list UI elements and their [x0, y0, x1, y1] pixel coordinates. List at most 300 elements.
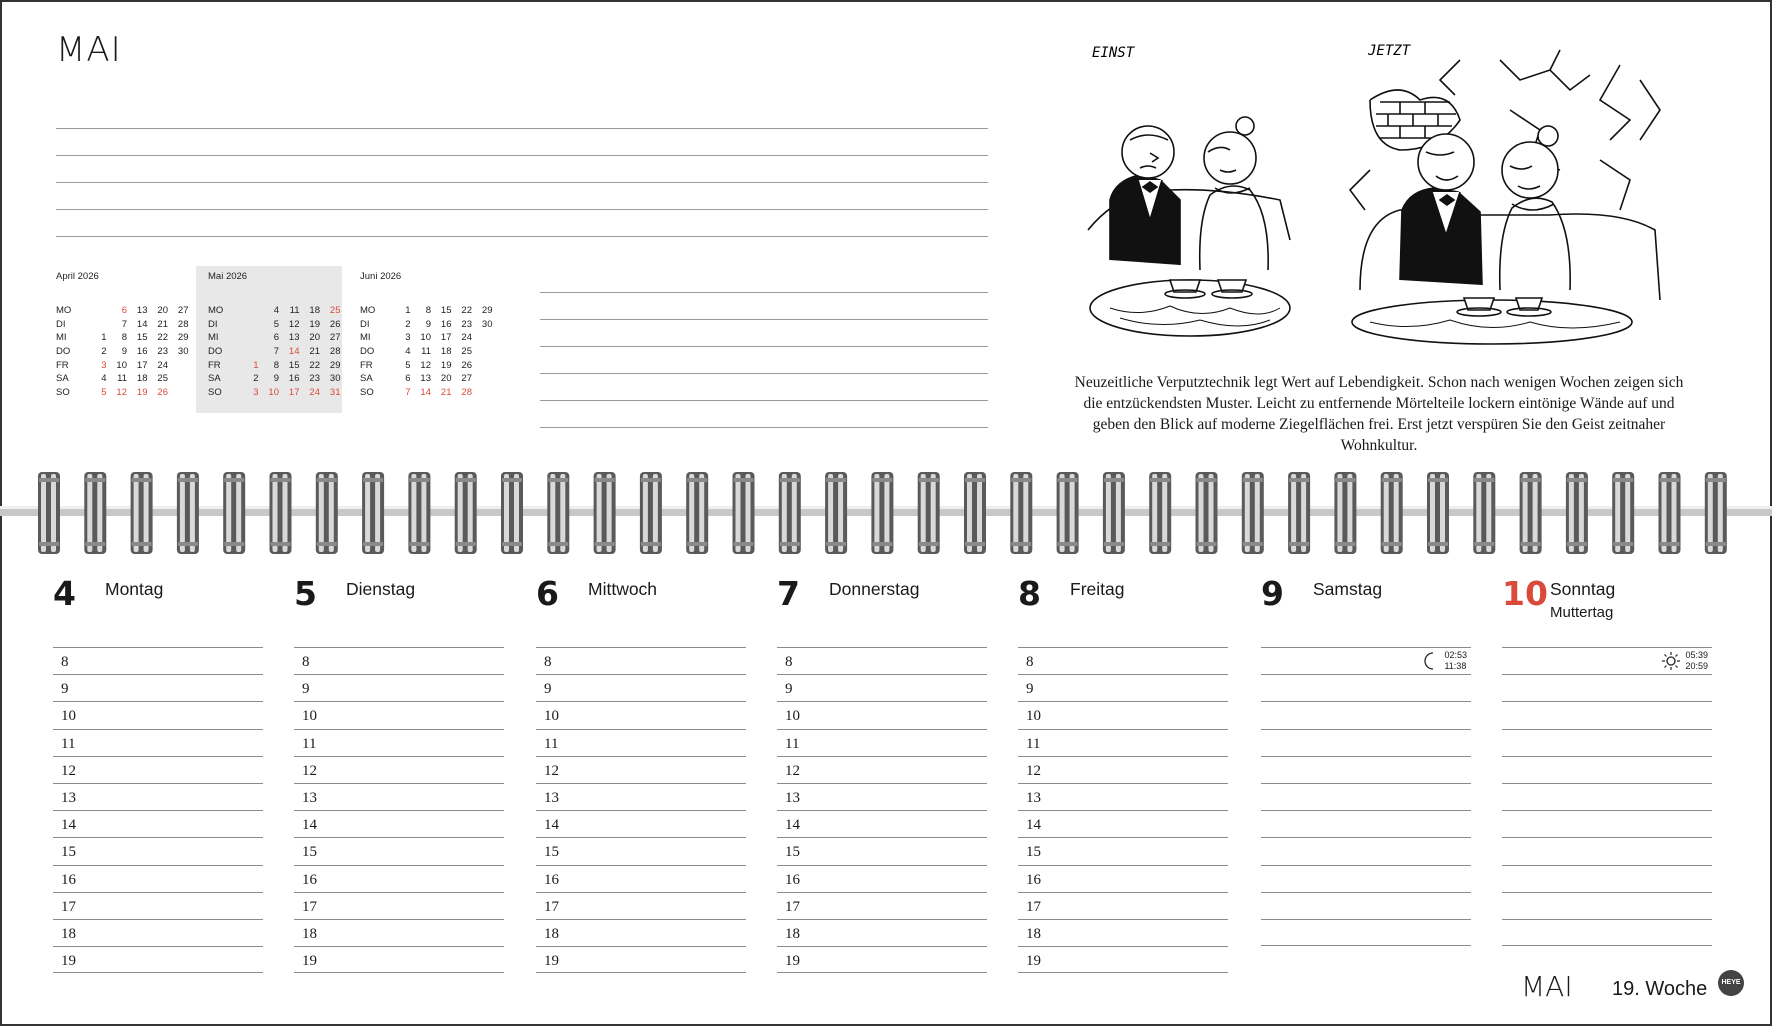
spiral-ring: [1057, 472, 1079, 554]
notes-area[interactable]: [56, 102, 988, 237]
hour-label: 11: [544, 735, 559, 752]
spiral-ring: [640, 472, 662, 554]
time-slot[interactable]: [294, 701, 504, 728]
sun-icon: [1661, 651, 1681, 671]
time-slot[interactable]: [1018, 729, 1228, 756]
time-slot[interactable]: [294, 810, 504, 837]
time-slot[interactable]: [536, 810, 746, 837]
hour-label: 13: [544, 789, 559, 806]
time-slot[interactable]: [1502, 865, 1712, 892]
time-slot[interactable]: [294, 729, 504, 756]
time-slot[interactable]: [53, 674, 263, 701]
calendar-day: [168, 386, 189, 400]
time-slot[interactable]: [53, 837, 263, 864]
calendar-day: 29: [329, 359, 341, 371]
calendar-day: 15: [440, 305, 452, 317]
astro-time-2: 20:59: [1685, 661, 1708, 671]
time-slot[interactable]: [53, 892, 263, 919]
cartoon-label-einst: EINST: [1092, 45, 1135, 61]
day-number: 9: [1261, 574, 1284, 613]
calendar-day: 14: [288, 346, 300, 358]
calendar-day: 24: [461, 332, 472, 344]
calendar-day: 26: [461, 359, 472, 371]
weekday-label: SO: [208, 386, 222, 398]
mini-calendar-title: April 2026: [56, 271, 99, 282]
calendar-day: 5: [273, 318, 279, 330]
time-slot[interactable]: [1261, 892, 1471, 919]
spiral-ring: [84, 472, 106, 554]
calendar-day: 18: [136, 373, 148, 385]
spiral-ring: [779, 472, 801, 554]
hour-label: 19: [302, 953, 317, 970]
hour-label: 18: [544, 925, 559, 942]
calendar-day: [238, 331, 259, 345]
page-title: MAI: [56, 30, 122, 70]
time-slot[interactable]: [777, 701, 987, 728]
time-slot[interactable]: [777, 919, 987, 946]
calendar-day: [472, 345, 493, 359]
calendar-day: 10: [116, 359, 127, 371]
day-name: Samstag: [1313, 579, 1383, 599]
time-slot[interactable]: [536, 674, 746, 701]
cartoon-caption: Neuzeitliche Verputztechnik legt Wert auf Lebendigkeit. Schon nach wenigen Wochen zeigen sich die entzückendsten Muster. Leicht zu entfernende Mörtelteile lockern eintönige Wände auf und geben den Blick auf moderne Ziegelflächen frei. Erst jetzt verspüren Sie den Geist zeitnaher Wohnkultur.: [1074, 374, 1684, 454]
hour-label: 13: [1026, 789, 1041, 806]
weekday-label: MO: [56, 305, 72, 317]
calendar-day: 25: [157, 373, 168, 385]
day-number: 7: [777, 574, 800, 613]
sun-times: [1661, 650, 1708, 672]
calendar-day: 1: [101, 332, 107, 344]
time-slot[interactable]: [53, 919, 263, 946]
hour-label: 13: [785, 789, 800, 806]
hour-label: 12: [544, 762, 559, 779]
time-slot[interactable]: [53, 756, 263, 783]
day-name: Mittwoch: [588, 579, 658, 599]
time-slot[interactable]: [294, 892, 504, 919]
calendar-day: 18: [440, 346, 452, 358]
calendar-day: 24: [157, 359, 168, 371]
time-slot[interactable]: [294, 865, 504, 892]
spiral-ring: [316, 472, 338, 554]
time-slot[interactable]: [53, 946, 263, 973]
time-slot[interactable]: [777, 756, 987, 783]
time-slot[interactable]: [53, 729, 263, 756]
calendar-day: 2: [405, 318, 411, 330]
calendar-day: 7: [121, 318, 127, 330]
hour-label: 11: [785, 735, 800, 752]
time-slot[interactable]: [1261, 674, 1471, 701]
time-slot[interactable]: [1018, 946, 1228, 973]
spiral-ring: [686, 472, 708, 554]
calendar-day: 28: [177, 318, 189, 330]
spiral-ring: [1010, 472, 1032, 554]
spiral-ring: [1705, 472, 1727, 554]
time-slot[interactable]: [53, 865, 263, 892]
spiral-ring: [1288, 472, 1310, 554]
calendar-day: 3: [253, 386, 259, 398]
time-slot[interactable]: [53, 701, 263, 728]
time-slot[interactable]: [777, 729, 987, 756]
calendar-day: 16: [440, 318, 452, 330]
calendar-day: 22: [157, 332, 168, 344]
spiral-binding: [0, 470, 1772, 556]
time-slot[interactable]: [294, 647, 504, 674]
footer-week: 19. Woche: [1612, 978, 1708, 1000]
calendar-day: 3: [101, 359, 107, 371]
mini-calendar-april: [56, 266, 202, 413]
hour-label: 18: [302, 925, 317, 942]
calendar-day: 23: [309, 373, 320, 385]
time-slot[interactable]: [1261, 865, 1471, 892]
time-slot[interactable]: [1018, 865, 1228, 892]
time-slot[interactable]: [777, 647, 987, 674]
calendar-day: [472, 358, 493, 372]
time-slot[interactable]: [536, 783, 746, 810]
calendar-day: 9: [273, 373, 279, 385]
cartoon-panel-einst: [1088, 117, 1290, 336]
weekday-label: DO: [208, 346, 223, 358]
hour-label: 9: [544, 681, 552, 698]
calendar-day: 22: [309, 359, 320, 371]
time-slot[interactable]: [53, 647, 263, 674]
calendar-day: 26: [157, 386, 168, 398]
calendar-day: 25: [461, 346, 472, 358]
spiral-ring: [177, 472, 199, 554]
time-slot[interactable]: [1018, 810, 1228, 837]
mini-calendar-june: [360, 266, 506, 413]
calendar-day: 1: [253, 359, 259, 371]
hour-label: 13: [302, 789, 317, 806]
hour-label: 17: [785, 898, 800, 915]
day-name: Freitag: [1070, 579, 1125, 599]
hour-label: 16: [544, 871, 559, 888]
calendar-day: 1: [405, 305, 411, 317]
spiral-ring: [547, 472, 569, 554]
time-slot[interactable]: [1502, 647, 1712, 674]
hour-label: 9: [302, 681, 310, 698]
time-slot[interactable]: [294, 674, 504, 701]
hour-label: 15: [785, 844, 800, 861]
mini-calendar-grid: [360, 304, 493, 399]
day-number: 6: [536, 574, 559, 613]
hour-label: 19: [785, 953, 800, 970]
hour-label: 12: [785, 762, 800, 779]
spiral-ring: [501, 472, 523, 554]
calendar-day: 16: [136, 346, 148, 358]
time-slot[interactable]: [1018, 892, 1228, 919]
time-slot[interactable]: [536, 919, 746, 946]
time-slot[interactable]: [1502, 756, 1712, 783]
weekday-label: FR: [208, 359, 221, 371]
time-slot[interactable]: [1502, 837, 1712, 864]
calendar-day: 11: [421, 346, 431, 358]
spiral-ring: [270, 472, 292, 554]
time-slot[interactable]: [1018, 837, 1228, 864]
spiral-ring: [1334, 472, 1356, 554]
time-slot[interactable]: [1261, 701, 1471, 728]
notes-area-right[interactable]: [540, 266, 988, 428]
spiral-ring: [1196, 472, 1218, 554]
time-slot[interactable]: [777, 946, 987, 973]
calendar-day: 27: [177, 305, 189, 317]
hour-label: 10: [61, 708, 76, 725]
hour-label: 18: [785, 925, 800, 942]
time-slot[interactable]: [1018, 701, 1228, 728]
hour-label: 16: [1026, 871, 1041, 888]
calendar-day: 3: [405, 332, 411, 344]
time-slot[interactable]: [294, 919, 504, 946]
hour-label: 15: [302, 844, 317, 861]
time-slot[interactable]: [1261, 783, 1471, 810]
calendar-day: [86, 318, 107, 332]
calendar-day: 14: [420, 386, 431, 398]
calendar-day: 12: [420, 359, 431, 371]
time-slot[interactable]: [777, 865, 987, 892]
hour-label: 9: [61, 681, 69, 698]
hour-label: 19: [544, 953, 559, 970]
hour-label: 15: [1026, 844, 1041, 861]
weekday-label: FR: [56, 359, 69, 371]
time-slot[interactable]: [1502, 729, 1712, 756]
calendar-day: 4: [101, 373, 107, 385]
calendar-day: 15: [288, 359, 300, 371]
time-slot[interactable]: [777, 783, 987, 810]
weekday-label: MI: [208, 332, 219, 344]
time-slot[interactable]: [1018, 647, 1228, 674]
time-slot[interactable]: [536, 837, 746, 864]
hour-label: 18: [1026, 925, 1041, 942]
hour-label: 8: [1026, 654, 1034, 670]
calendar-day: 22: [461, 305, 472, 317]
spiral-ring: [594, 472, 616, 554]
calendar-day: 19: [309, 318, 320, 330]
time-slot[interactable]: [1261, 756, 1471, 783]
spiral-ring: [1242, 472, 1264, 554]
time-slot[interactable]: [1261, 810, 1471, 837]
hour-label: 8: [544, 654, 552, 670]
time-slot[interactable]: [536, 892, 746, 919]
weekday-label: MI: [56, 332, 67, 344]
time-slot[interactable]: [1502, 783, 1712, 810]
calendar-day: 17: [440, 332, 452, 344]
time-slot[interactable]: [536, 756, 746, 783]
calendar-day: 6: [405, 373, 411, 385]
time-slot[interactable]: [777, 810, 987, 837]
time-slot[interactable]: [777, 674, 987, 701]
weekday-label: SA: [360, 373, 373, 385]
weekday-label: DI: [56, 318, 66, 330]
astro-time-1: 05:39: [1685, 650, 1708, 660]
calendar-day: [238, 318, 259, 332]
hour-label: 11: [302, 735, 317, 752]
hour-label: 9: [1026, 681, 1034, 698]
time-slot[interactable]: [536, 946, 746, 973]
calendar-day: [472, 331, 493, 345]
hour-label: 12: [1026, 762, 1041, 779]
weekday-label: MI: [360, 332, 371, 344]
weekday-label: DI: [208, 318, 218, 330]
hour-label: 11: [61, 735, 76, 752]
hour-label: 16: [785, 871, 800, 888]
calendar-day: 25: [329, 305, 341, 317]
spiral-ring: [362, 472, 384, 554]
spiral-ring: [825, 472, 847, 554]
weekday-label: MO: [208, 305, 224, 317]
time-slot[interactable]: [1502, 701, 1712, 728]
calendar-day: [472, 372, 493, 386]
calendar-day: 29: [481, 305, 493, 317]
spiral-ring: [733, 472, 755, 554]
calendar-day: 12: [116, 386, 127, 398]
hour-label: 19: [1026, 953, 1041, 970]
calendar-day: 20: [157, 305, 168, 317]
calendar-day: 6: [273, 332, 279, 344]
calendar-day: 30: [177, 346, 189, 358]
spiral-ring: [1612, 472, 1634, 554]
calendar-day: 11: [117, 373, 127, 385]
calendar-day: 7: [405, 386, 411, 398]
calendar-day: 13: [288, 332, 300, 344]
hour-label: 10: [785, 708, 800, 725]
calendar-day: [168, 358, 189, 372]
calendar-day: 29: [177, 332, 189, 344]
calendar-day: 4: [273, 305, 279, 317]
calendar-day: 13: [136, 305, 148, 317]
time-slot[interactable]: [1261, 837, 1471, 864]
calendar-day: 6: [121, 305, 127, 317]
moon-times: [1420, 650, 1467, 672]
time-slot[interactable]: [1018, 783, 1228, 810]
calendar-day: 19: [136, 386, 148, 398]
spiral-ring: [1103, 472, 1125, 554]
calendar-day: 16: [288, 373, 300, 385]
weekday-label: FR: [360, 359, 373, 371]
spiral-ring: [871, 472, 893, 554]
hour-label: 14: [785, 817, 800, 834]
calendar-day: 14: [136, 318, 148, 330]
calendar-day: 10: [268, 386, 279, 398]
spiral-ring: [1566, 472, 1588, 554]
time-slot[interactable]: [294, 783, 504, 810]
day-name: Montag: [105, 579, 164, 599]
time-slot[interactable]: [536, 701, 746, 728]
calendar-day: 5: [101, 386, 107, 398]
time-slot[interactable]: [536, 647, 746, 674]
weekday-label: DO: [56, 346, 71, 358]
weekday-label: DI: [360, 318, 370, 330]
mini-calendar-title: Juni 2026: [360, 271, 402, 282]
calendar-day: 21: [157, 318, 168, 330]
hour-label: 17: [544, 898, 559, 915]
calendar-day: 8: [121, 332, 127, 344]
calendar-day: 9: [425, 318, 431, 330]
day-name: Dienstag: [346, 579, 416, 599]
time-slot[interactable]: [536, 729, 746, 756]
calendar-day: 21: [309, 346, 320, 358]
weekday-label: SA: [208, 373, 221, 385]
time-slot[interactable]: [1018, 674, 1228, 701]
hour-label: 11: [1026, 735, 1041, 752]
hour-label: 12: [61, 762, 76, 779]
calendar-day: 28: [329, 346, 341, 358]
hour-label: 13: [61, 789, 76, 806]
hour-label: 12: [302, 762, 317, 779]
time-slot[interactable]: [294, 756, 504, 783]
calendar-day: 24: [309, 386, 320, 398]
calendar-day: 8: [425, 305, 431, 317]
hour-label: 15: [61, 844, 76, 861]
calendar-day: [472, 386, 493, 400]
calendar-day: 8: [273, 359, 279, 371]
time-slot[interactable]: [1502, 674, 1712, 701]
hour-label: 10: [544, 708, 559, 725]
spiral-ring: [1659, 472, 1681, 554]
time-slot[interactable]: [53, 810, 263, 837]
calendar-day: 20: [440, 373, 452, 385]
hour-label: 15: [544, 844, 559, 861]
time-slot[interactable]: [536, 865, 746, 892]
footer-month: MAI: [1521, 970, 1573, 1003]
time-slot[interactable]: [1261, 729, 1471, 756]
time-slot[interactable]: [294, 837, 504, 864]
calendar-day: 10: [420, 332, 431, 344]
calendar-day: 17: [136, 359, 148, 371]
hour-label: 8: [785, 654, 793, 670]
calendar-day: 18: [309, 305, 320, 317]
brand-logo: HEYE: [1718, 970, 1744, 996]
calendar-day: 20: [309, 332, 320, 344]
time-slot[interactable]: [1502, 892, 1712, 919]
time-slot[interactable]: [1502, 919, 1712, 946]
mini-calendar-grid: [208, 304, 341, 399]
time-slot[interactable]: [294, 946, 504, 973]
time-slot[interactable]: [1261, 919, 1471, 946]
calendar-day: 28: [461, 386, 472, 398]
holiday-label: Muttertag: [1550, 604, 1614, 621]
time-slot[interactable]: [53, 783, 263, 810]
time-slot[interactable]: [777, 837, 987, 864]
hour-label: 14: [1026, 817, 1041, 834]
calendar-day: 5: [405, 359, 411, 371]
weekday-label: MO: [360, 305, 376, 317]
spiral-ring: [131, 472, 153, 554]
time-slot[interactable]: [1018, 756, 1228, 783]
day-number: 10: [1502, 574, 1548, 613]
spiral-ring: [964, 472, 986, 554]
hour-label: 17: [302, 898, 317, 915]
spiral-ring: [1427, 472, 1449, 554]
calendar-day: 23: [461, 318, 472, 330]
hour-label: 8: [61, 654, 69, 670]
calendar-day: [238, 304, 259, 318]
calendar-day: 2: [101, 346, 107, 358]
time-slot[interactable]: [777, 892, 987, 919]
calendar-day: 19: [440, 359, 452, 371]
calendar-day: 31: [329, 386, 341, 398]
hour-label: 10: [1026, 708, 1041, 725]
time-slot[interactable]: [1018, 919, 1228, 946]
spiral-ring: [223, 472, 245, 554]
mini-calendar-title: Mai 2026: [208, 271, 248, 282]
astro-time-1: 02:53: [1444, 650, 1467, 660]
time-slot[interactable]: [1502, 810, 1712, 837]
calendar-day: 27: [329, 332, 341, 344]
hour-label: 14: [544, 817, 559, 834]
time-slot[interactable]: [1261, 647, 1471, 674]
spiral-ring: [1473, 472, 1495, 554]
day-number: 8: [1018, 574, 1041, 613]
hour-label: 14: [302, 817, 317, 834]
